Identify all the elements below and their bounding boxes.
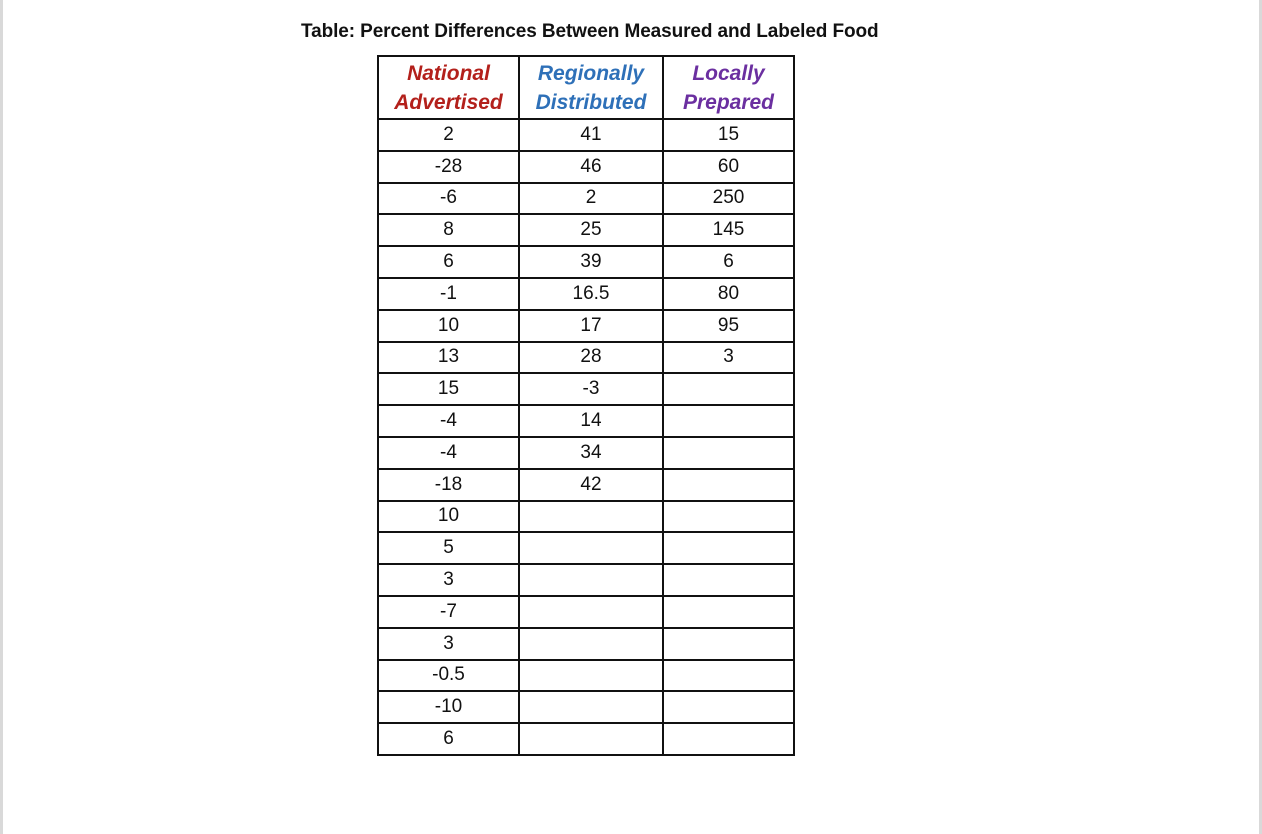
table-row: [378, 373, 794, 405]
cell-national-advertised: 13: [378, 342, 519, 374]
cell-locally-prepared: [663, 373, 794, 405]
header-line: Advertised: [394, 90, 503, 114]
cell-national-advertised: 15: [378, 373, 519, 405]
cell-national-advertised: -28: [378, 151, 519, 183]
cell-regionally-distributed: 14: [519, 405, 663, 437]
table-row: [378, 564, 794, 596]
table-row: [378, 214, 794, 246]
cell-locally-prepared: 95: [663, 310, 794, 342]
cell-regionally-distributed: [519, 723, 663, 755]
table-row: [378, 691, 794, 723]
cell-national-advertised: 3: [378, 564, 519, 596]
table-row: [378, 151, 794, 183]
cell-regionally-distributed: [519, 596, 663, 628]
cell-national-advertised: -4: [378, 437, 519, 469]
cell-national-advertised: 10: [378, 310, 519, 342]
cell-regionally-distributed: 34: [519, 437, 663, 469]
table-title: Table: Percent Differences Between Measured and Labeled Food: [301, 21, 879, 42]
cell-regionally-distributed: 39: [519, 246, 663, 278]
table-row: [378, 246, 794, 278]
cell-locally-prepared: 145: [663, 214, 794, 246]
header-regionally-distributed: [519, 56, 663, 119]
cell-locally-prepared: 15: [663, 119, 794, 151]
cell-national-advertised: -7: [378, 596, 519, 628]
header-line: Regionally: [537, 61, 645, 85]
cell-national-advertised: -4: [378, 405, 519, 437]
cell-national-advertised: 10: [378, 501, 519, 533]
cell-locally-prepared: 60: [663, 151, 794, 183]
cell-regionally-distributed: 46: [519, 151, 663, 183]
cell-locally-prepared: [663, 628, 794, 660]
cell-regionally-distributed: -3: [519, 373, 663, 405]
cell-national-advertised: -0.5: [378, 660, 519, 692]
cell-national-advertised: 3: [378, 628, 519, 660]
cell-national-advertised: -10: [378, 691, 519, 723]
cell-national-advertised: 6: [378, 723, 519, 755]
cell-regionally-distributed: 17: [519, 310, 663, 342]
cell-national-advertised: 6: [378, 246, 519, 278]
table-row: [378, 183, 794, 215]
header-line: Prepared: [682, 90, 775, 114]
table-row: [378, 596, 794, 628]
cell-locally-prepared: [663, 660, 794, 692]
table-row: [378, 723, 794, 755]
cell-national-advertised: 8: [378, 214, 519, 246]
table-row: [378, 469, 794, 501]
table-row: [378, 501, 794, 533]
cell-locally-prepared: [663, 596, 794, 628]
header-locally-prepared: [663, 56, 794, 119]
cell-regionally-distributed: 28: [519, 342, 663, 374]
table-row: [378, 342, 794, 374]
cell-regionally-distributed: [519, 660, 663, 692]
cell-national-advertised: -1: [378, 278, 519, 310]
cell-locally-prepared: [663, 405, 794, 437]
header-national-advertised: [378, 56, 519, 119]
cell-regionally-distributed: [519, 628, 663, 660]
cell-locally-prepared: 6: [663, 246, 794, 278]
cell-regionally-distributed: 16.5: [519, 278, 663, 310]
cell-locally-prepared: [663, 501, 794, 533]
table-row: [378, 405, 794, 437]
table-row: [378, 532, 794, 564]
cell-locally-prepared: [663, 532, 794, 564]
food-differences-table: [377, 55, 795, 756]
cell-national-advertised: 2: [378, 119, 519, 151]
cell-locally-prepared: [663, 469, 794, 501]
cell-locally-prepared: [663, 723, 794, 755]
cell-regionally-distributed: 42: [519, 469, 663, 501]
cell-regionally-distributed: [519, 532, 663, 564]
table-row: [378, 119, 794, 151]
header-line: Locally: [692, 61, 765, 85]
cell-national-advertised: 5: [378, 532, 519, 564]
cell-national-advertised: -6: [378, 183, 519, 215]
table-row: [378, 278, 794, 310]
cell-regionally-distributed: [519, 501, 663, 533]
cell-regionally-distributed: [519, 564, 663, 596]
table-row: [378, 310, 794, 342]
cell-regionally-distributed: 41: [519, 119, 663, 151]
header-row: [378, 56, 794, 119]
table-row: [378, 628, 794, 660]
table-row: [378, 660, 794, 692]
cell-locally-prepared: 80: [663, 278, 794, 310]
cell-locally-prepared: [663, 564, 794, 596]
cell-national-advertised: -18: [378, 469, 519, 501]
cell-regionally-distributed: 25: [519, 214, 663, 246]
cell-locally-prepared: [663, 437, 794, 469]
cell-locally-prepared: 250: [663, 183, 794, 215]
header-line: Distributed: [535, 90, 647, 114]
cell-regionally-distributed: 2: [519, 183, 663, 215]
cell-regionally-distributed: [519, 691, 663, 723]
table-row: [378, 437, 794, 469]
cell-locally-prepared: [663, 691, 794, 723]
cell-locally-prepared: 3: [663, 342, 794, 374]
table-body: [378, 119, 794, 755]
header-line: National: [407, 61, 490, 85]
